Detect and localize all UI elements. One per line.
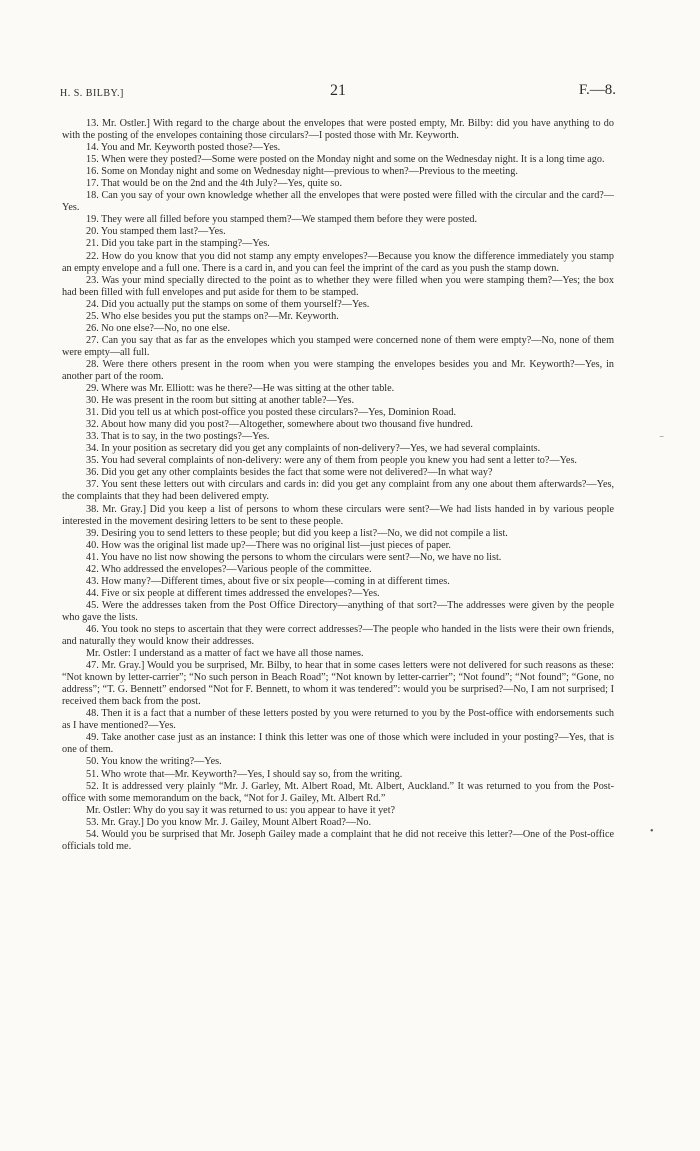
paragraph-23: 23. Was your mind specially directed to the point as to whether they were filled when you were stamping them?—Yes; the box had been filled with full envelopes and put aside for them to be stamped. xyxy=(62,274,614,298)
paragraph-24: 24. Did you actually put the stamps on some of them yourself?—Yes. xyxy=(86,298,370,310)
paragraph-19: 19. They were all filled before you stamped them?—We stamped them before they were posted. xyxy=(86,214,478,226)
paragraph-39: 39. Desiring you to send letters to these people; but did you keep a list?—No, we did not compile a list. xyxy=(86,527,508,539)
paragraph-20: 20. You stamped them last?—Yes. xyxy=(86,226,226,238)
testimony-body xyxy=(62,118,614,853)
paragraph-50: 50. You know the writing?—Yes. xyxy=(86,756,222,768)
paragraph-30: 30. He was present in the room but sitting at another table?—Yes. xyxy=(86,395,355,407)
paragraph-21: 21. Did you take part in the stamping?—Yes. xyxy=(86,238,270,250)
paragraph-35: 35. You had several complaints of non-delivery: were any of them from people you knew you had sent a letter to?—Yes. xyxy=(86,455,577,467)
page-number: 21 xyxy=(330,82,346,99)
ostler-remark-1: Mr. Ostler: I understand as a matter of fact we have all those names. xyxy=(86,648,364,660)
paragraph-25: 25. Who else besides you put the stamps on?—Mr. Keyworth. xyxy=(86,310,339,322)
paragraph-18: 18. Can you say of your own knowledge whether all the envelopes that were posted were filled with the circular and the card?—Yes. xyxy=(62,190,614,214)
margin-dot-mark: • xyxy=(650,826,654,837)
paragraph-51: 51. Who wrote that—Mr. Keyworth?—Yes, I should say so, from the writing. xyxy=(86,768,403,780)
paragraph-14: 14. You and Mr. Keyworth posted those?—Yes. xyxy=(86,142,281,154)
paragraph-40: 40. How was the original list made up?—There was no original list—just pieces of paper. xyxy=(86,539,451,551)
paragraph-53: 53. Mr. Gray.] Do you know Mr. J. Gailey, Mount Albert Road?—No. xyxy=(86,816,372,828)
paragraph-47: 47. Mr. Gray.] Would you be surprised, Mr. Bilby, to hear that in some cases letters were not delivered for such reasons as these: “Not known by letter-carrier”; “No such person in Beach Road”; “Not known by letter-carrier”; “Not found”; “Not found”; “Gone, no address”; “T. G. Bennett” endorsed “Not for F. Bennett, to whom it was tendered”: would you be surprised?—No, I am not surprised; I received them back from the post. xyxy=(62,660,614,708)
paragraph-42: 42. Who addressed the envelopes?—Various people of the committee. xyxy=(86,563,372,575)
paragraph-26: 26. No one else?—No, no one else. xyxy=(86,322,231,334)
paragraph-28: 28. Were there others present in the room when you were stamping the envelopes besides you and Mr. Keyworth?—Yes, in another part of the room. xyxy=(62,358,614,382)
paragraph-16: 16. Some on Monday night and some on Wednesday night—previous to when?—Previous to the meeting. xyxy=(86,166,518,178)
paragraph-27: 27. Can you say that as far as the envelopes which you stamped were concerned none of them were empty?—No, none of them were empty—all full. xyxy=(62,334,614,358)
paragraph-15: 15. When were they posted?—Some were posted on the Monday night and some on the Wednesday night. It is a long time ago. xyxy=(86,154,605,166)
paragraph-49: 49. Take another case just as an instance: I think this letter was one of those which were included in your posting?—Yes, that is one of them. xyxy=(62,732,614,756)
paragraph-45: 45. Were the addresses taken from the Post Office Directory—anything of that sort?—The addresses were given by the people who gave the lists. xyxy=(62,599,614,623)
paragraph-48: 48. Then it is a fact that a number of these letters posted by you were returned to you by the Post-office with endorsements such as I have mentioned?—Yes. xyxy=(62,708,614,732)
paragraph-37: 37. You sent these letters out with circulars and cards in: did you get any complaint from any one about them afterwards?—Yes, the complaints that they had been delivered empty. xyxy=(62,479,614,503)
paragraph-22: 22. How do you know that you did not stamp any empty envelopes?—Because you know the difference immediately you stamp an empty envelope and a full one. There is a card in, and you can feel the imprint of the card as you push the stamp down. xyxy=(62,250,614,274)
paragraph-44: 44. Five or six people at different times addressed the envelopes?—Yes. xyxy=(86,587,380,599)
paragraph-13: 13. Mr. Ostler.] With regard to the charge about the envelopes that were posted empty, Mr. Bilby: did you have anything to do with the posting of the envelopes containing those circulars?—I posted those with Mr. Keyworth. xyxy=(62,118,614,142)
paragraph-32: 32. About how many did you post?—Altogether, somewhere about two thousand five hundred. xyxy=(86,419,473,431)
margin-dash-mark: ‾ xyxy=(660,437,664,448)
witness-name-header: H. S. BILBY.] xyxy=(60,88,124,99)
paragraph-29: 29. Where was Mr. Elliott: was he there?—He was sitting at the other table. xyxy=(86,383,395,395)
paragraph-41: 41. You have no list now showing the persons to whom the circulars were sent?—No, we have no list. xyxy=(86,551,502,563)
page-header xyxy=(60,82,616,104)
paragraph-36: 36. Did you get any other complaints besides the fact that some were not delivered?—In what way? xyxy=(86,467,493,479)
paragraph-17: 17. That would be on the 2nd and the 4th July?—Yes, quite so. xyxy=(86,178,342,190)
ostler-remark-2: Mr. Ostler: Why do you say it was returned to us: you appear to have it yet? xyxy=(86,804,396,816)
paragraph-33: 33. That is to say, in the two postings?—Yes. xyxy=(86,431,270,443)
paragraph-54: 54. Would you be surprised that Mr. Joseph Gailey made a complaint that he did not receive this letter?—One of the Post-office officials told me. xyxy=(62,828,614,852)
paragraph-52: 52. It is addressed very plainly “Mr. J. Garley, Mt. Albert Road, Mt. Albert, Auckland.” It was returned to you from the Post-office with some memorandum on the back, “Not for J. Gailey, Mt. Albert Rd.” xyxy=(62,780,614,804)
paragraph-31: 31. Did you tell us at which post-office you posted these circulars?—Yes, Dominion Road. xyxy=(86,407,456,419)
paper-reference: F.—8. xyxy=(578,82,616,98)
paragraph-38: 38. Mr. Gray.] Did you keep a list of persons to whom these circulars were sent?—We had lists handed in by various people interested in the movement desiring letters to be sent to these people. xyxy=(62,503,614,527)
paragraph-34: 34. In your position as secretary did you get any complaints of non-delivery?—Yes, we had several complaints. xyxy=(86,443,541,455)
paragraph-43: 43. How many?—Different times, about five or six people—coming in at different times. xyxy=(86,575,450,587)
paragraph-46: 46. You took no steps to ascertain that they were correct addresses?—The people who handed in the lists were their own friends, and naturally they would know their addresses. xyxy=(62,623,614,648)
